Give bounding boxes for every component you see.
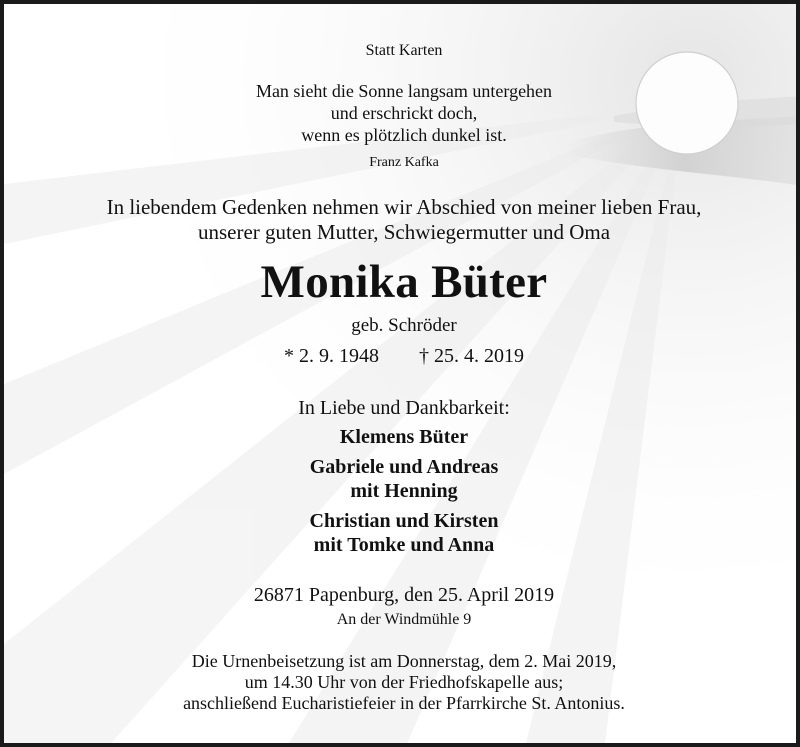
intro-line: unserer guten Mutter, Schwiegermutter und Oma bbox=[197, 220, 611, 244]
birth-date: * 2. 9. 1948 bbox=[284, 345, 379, 367]
mourners-heading: In Liebe und Dankbarkeit: bbox=[298, 397, 510, 419]
mourner-name: mit Henning bbox=[350, 480, 458, 502]
death-date: † 25. 4. 2019 bbox=[419, 345, 524, 367]
quote-line: und erschrickt doch, bbox=[330, 103, 478, 123]
funeral-line: um 14.30 Uhr von der Friedhofskapelle aus; bbox=[244, 672, 564, 692]
funeral-line: Die Urnenbeisetzung ist am Donnerstag, dem 2. Mai 2019, bbox=[191, 651, 617, 671]
quote-line: wenn es plötzlich dunkel ist. bbox=[301, 125, 507, 145]
quote-author: Franz Kafka bbox=[369, 155, 439, 170]
quote-line: Man sieht die Sonne langsam untergehen bbox=[255, 81, 553, 101]
funeral-line: anschließend Eucharistiefeier in der Pfarrkirche St. Antonius. bbox=[183, 693, 625, 713]
maiden-name: geb. Schröder bbox=[351, 315, 457, 336]
place-date: 26871 Papenburg, den 25. April 2019 bbox=[253, 584, 555, 606]
life-dates bbox=[4, 345, 800, 368]
mourner-name: Christian und Kirsten bbox=[309, 510, 499, 532]
mourner-name: Klemens Büter bbox=[339, 426, 469, 448]
mourner-name: Gabriele und Andreas bbox=[309, 456, 499, 478]
address: An der Windmühle 9 bbox=[336, 611, 472, 628]
deceased-name: Monika Büter bbox=[260, 256, 548, 308]
header-text: Statt Karten bbox=[365, 42, 443, 59]
intro-line: In liebendem Gedenken nehmen wir Abschied von meiner lieben Frau, bbox=[106, 195, 702, 219]
mourner-name: mit Tomke und Anna bbox=[313, 534, 495, 556]
